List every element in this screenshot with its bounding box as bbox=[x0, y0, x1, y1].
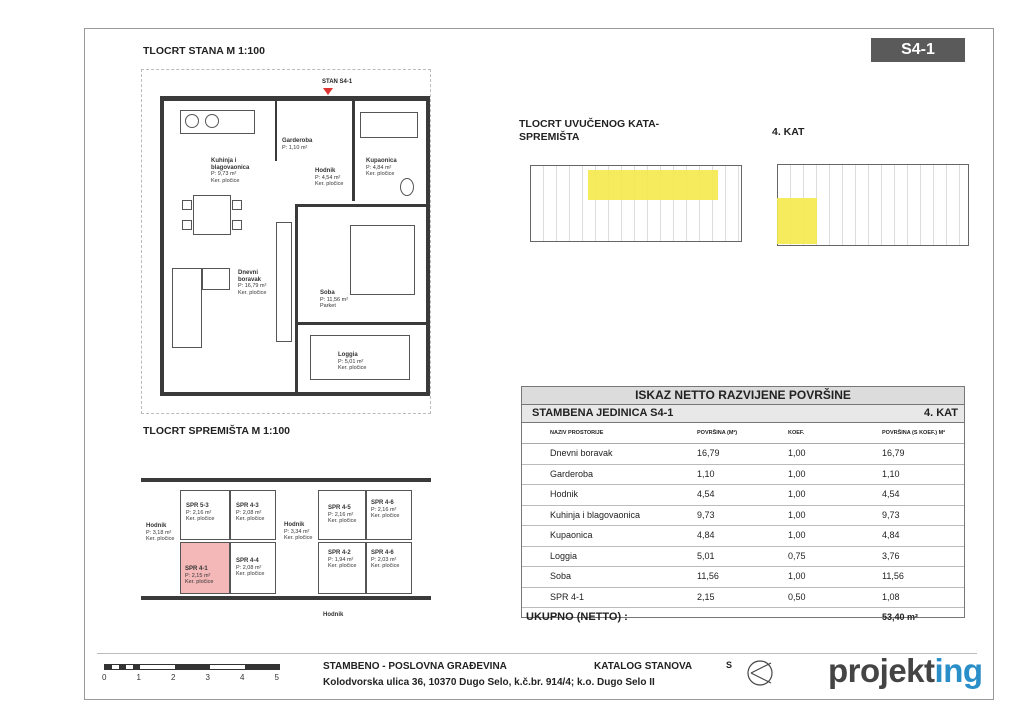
keyplan-right-highlight bbox=[777, 198, 817, 244]
area-table bbox=[521, 386, 965, 623]
cell-area: 5,01 bbox=[697, 550, 715, 561]
cell-name: Dnevni boravak bbox=[550, 448, 613, 458]
plan-title: TLOCRT STANA M 1:100 bbox=[143, 45, 265, 57]
cell-area-coef: 1,10 bbox=[882, 468, 900, 479]
scale-number: 5 bbox=[274, 673, 279, 682]
company-logo: projekting bbox=[828, 652, 983, 689]
cell-name: Kuhinja i blagovaonica bbox=[550, 509, 641, 520]
cell-area: 4,84 bbox=[697, 530, 715, 540]
cell-area: 1,10 bbox=[697, 468, 715, 479]
cell-coef: 1,00 bbox=[788, 489, 806, 499]
th-name: NAZIV PROSTORIJE bbox=[550, 430, 604, 436]
scale-number: 0 bbox=[102, 673, 107, 682]
storage-spr4-5: SPR 4-5 P: 2,16 m² Ker. pločice bbox=[328, 505, 357, 524]
cell-name: Loggia bbox=[550, 550, 578, 561]
table-row bbox=[522, 485, 964, 506]
cell-coef: 1,00 bbox=[788, 509, 806, 520]
footer-address: Kolodvorska ulica 36, 10370 Dugo Selo, k.č.br. 914/4; k.o. Dugo Selo II bbox=[323, 677, 655, 688]
room-living: Dnevni boravak P: 16,79 m² Ker. pločice bbox=[238, 270, 267, 296]
storage-title: TLOCRT SPREMIŠTA M 1:100 bbox=[143, 425, 291, 437]
cell-area-coef: 1,08 bbox=[882, 591, 900, 602]
th-area-coef: POVRŠINA (S KOEF.) M² bbox=[882, 430, 946, 436]
entrance-arrow-icon bbox=[323, 88, 333, 95]
cell-coef: 1,00 bbox=[788, 530, 806, 540]
table-row bbox=[522, 547, 964, 568]
th-area: POVRŠINA (M²) bbox=[697, 430, 738, 436]
keyplan-right bbox=[773, 160, 973, 250]
table-unit: STAMBENA JEDINICA S4-1 bbox=[532, 407, 674, 419]
north-label: S bbox=[726, 660, 733, 670]
cell-area: 4,54 bbox=[697, 489, 715, 499]
cell-coef: 0,75 bbox=[788, 550, 806, 561]
cell-coef: 1,00 bbox=[788, 448, 806, 458]
cell-name: Garderoba bbox=[550, 468, 594, 479]
footer-catalog: KATALOG STANOVA bbox=[594, 661, 693, 672]
room-hallway: Hodnik P: 4,54 m² Ker. pločice bbox=[315, 168, 344, 187]
keyplan-left-title: TLOCRT UVUČENOG KATA- SPREMIŠTA bbox=[519, 118, 660, 143]
storage-spr4-3: SPR 4-3 P: 2,08 m² Ker. pločice bbox=[236, 503, 265, 522]
table-total bbox=[522, 608, 964, 627]
room-kitchen: Kuhinja i blagovaonica P: 9,73 m² Ker. pločice bbox=[211, 158, 250, 184]
table-row bbox=[522, 567, 964, 588]
cell-area: 11,56 bbox=[697, 571, 719, 581]
cell-area-coef: 16,79 bbox=[882, 448, 905, 458]
cell-coef: 1,00 bbox=[788, 468, 806, 479]
cell-area: 2,15 bbox=[697, 591, 715, 602]
scale-number: 4 bbox=[240, 673, 245, 682]
th-coef: KOEF. bbox=[788, 430, 805, 436]
table-row bbox=[522, 506, 964, 527]
storage-spr4-6a: SPR 4-6 P: 2,16 m² Ker. pločice bbox=[371, 500, 400, 519]
table-row bbox=[522, 444, 964, 465]
scale-number: 1 bbox=[136, 673, 141, 682]
cell-area-coef: 3,76 bbox=[882, 550, 900, 561]
footer-project: STAMBENO - POSLOVNA GRAĐEVINA bbox=[323, 661, 507, 672]
storage-hallway-2: Hodnik P: 3,34 m² Ker. pločice bbox=[284, 522, 313, 541]
storage-spr4-1: SPR 4-1 P: 2,15 m² Ker. pločice bbox=[185, 566, 214, 585]
cell-coef: 1,00 bbox=[788, 571, 806, 581]
cell-area-coef: 4,54 bbox=[882, 489, 900, 499]
scale-number: 2 bbox=[171, 673, 176, 682]
room-wardrobe: Garderoba P: 1,10 m² bbox=[282, 138, 313, 151]
keyplan-left bbox=[520, 160, 750, 250]
table-row bbox=[522, 465, 964, 486]
table-unit-row bbox=[522, 405, 964, 423]
storage-spr5-3: SPR 5-3 P: 2,16 m² Ker. pločice bbox=[186, 503, 215, 522]
plan-marker-label: STAN S4-1 bbox=[322, 79, 353, 85]
cell-area-coef: 4,84 bbox=[882, 530, 900, 540]
storage-spr4-4: SPR 4-4 P: 2,08 m² Ker. pločice bbox=[236, 558, 265, 577]
table-row bbox=[522, 526, 964, 547]
room-bathroom: Kupaonica P: 4,84 m² Ker. pločice bbox=[366, 158, 397, 177]
keyplan-right-title: 4. KAT bbox=[772, 126, 805, 138]
cell-name: Soba bbox=[550, 571, 572, 581]
table-floor: 4. KAT bbox=[923, 407, 958, 419]
total-label: UKUPNO (NETTO) : bbox=[526, 611, 628, 623]
cell-name: SPR 4-1 bbox=[550, 591, 585, 602]
room-loggia: Loggia P: 5,01 m² Ker. pločice bbox=[338, 352, 367, 371]
table-row bbox=[522, 588, 964, 609]
storage-hallway-3: Hodnik bbox=[323, 612, 344, 618]
table-header bbox=[522, 423, 964, 444]
cell-area-coef: 11,56 bbox=[882, 571, 904, 581]
scale-bar bbox=[104, 664, 280, 670]
unit-badge: S4-1 bbox=[871, 38, 965, 62]
keyplan-left-highlight bbox=[588, 170, 718, 200]
north-arrow-icon bbox=[745, 658, 775, 688]
cell-area: 16,79 bbox=[697, 448, 720, 458]
cell-name: Kupaonica bbox=[550, 530, 593, 540]
total-value: 53,40 m² bbox=[882, 612, 919, 622]
room-bedroom: Soba P: 11,56 m² Parket bbox=[320, 290, 349, 309]
scale-number: 3 bbox=[205, 673, 210, 682]
cell-area-coef: 9,73 bbox=[882, 509, 900, 520]
cell-coef: 0,50 bbox=[788, 591, 806, 602]
table-title: ISKAZ NETTO RAZVIJENE POVRŠINE bbox=[522, 387, 964, 405]
cell-name: Hodnik bbox=[550, 489, 579, 499]
storage-spr4-6b: SPR 4-6 P: 2,03 m² Ker. pločice bbox=[371, 550, 400, 569]
cell-area: 9,73 bbox=[697, 509, 715, 520]
storage-hallway-1: Hodnik P: 3,18 m² Ker. pločice bbox=[146, 523, 175, 542]
storage-spr4-2: SPR 4-2 P: 1,94 m² Ker. pločice bbox=[328, 550, 357, 569]
